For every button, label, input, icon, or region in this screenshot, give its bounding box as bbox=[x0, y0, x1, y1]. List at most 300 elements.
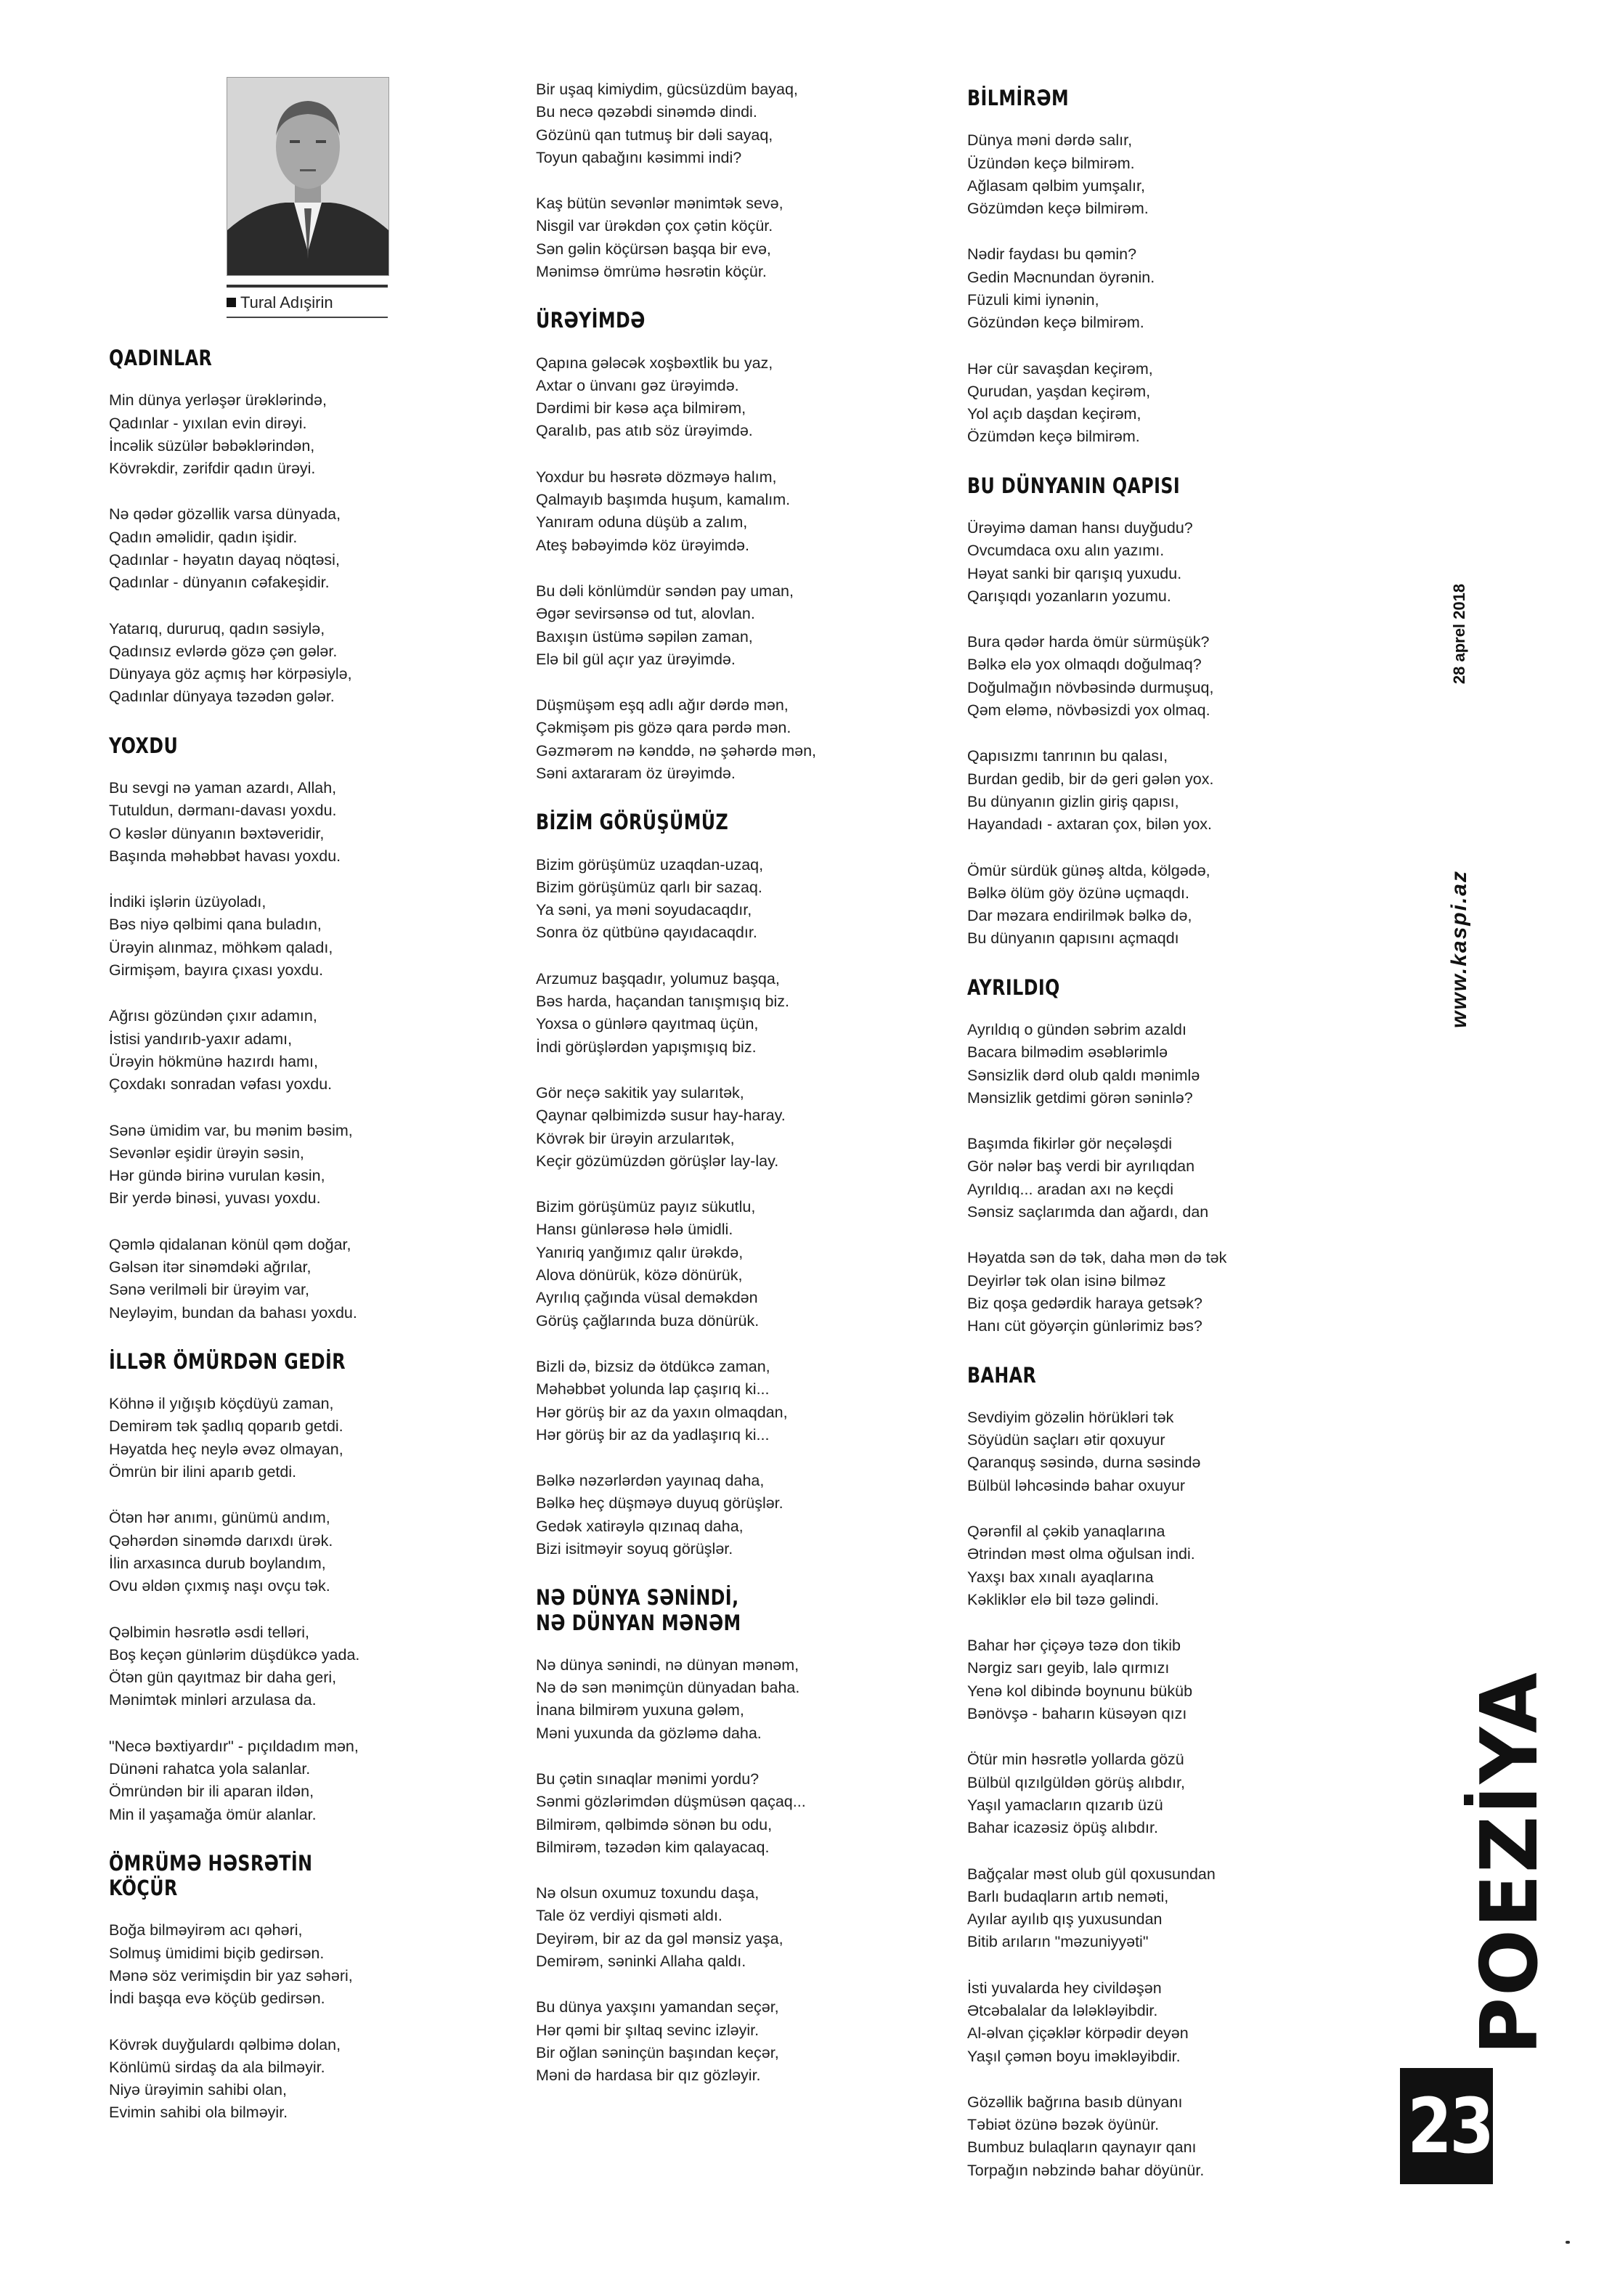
poem-stanza bbox=[109, 1735, 436, 1826]
poem-line: Hər gündə birinə vurulan kəsin, bbox=[109, 1167, 325, 1185]
poem-line: Bağçalar məst olub gül qoxusundan bbox=[967, 1865, 1216, 1883]
poem-line: Bu sevgi nə yaman azardı, Allah, bbox=[109, 779, 337, 797]
poem-line: Mənə söz verimişdin bir yaz səhəri, bbox=[109, 1966, 353, 1984]
poem-line: Sevənlər eşidir ürəyin səsin, bbox=[109, 1144, 304, 1162]
spacer bbox=[536, 1173, 899, 1196]
poem-stanza bbox=[536, 1470, 899, 1560]
poem-line: Ömründən bir ili aparan ildən, bbox=[109, 1783, 314, 1801]
poem-line: Alova dönürük, közə dönürük, bbox=[536, 1266, 743, 1285]
poem-line: Gedin Məcnundan öyrənin. bbox=[967, 268, 1155, 286]
poem-line: Gəzmərəm nə kənddə, nə şəhərdə mən, bbox=[536, 741, 817, 760]
poem-line: Bizi isitməyir soyuq görüşlər. bbox=[536, 1539, 733, 1558]
poem-line: Ötür min həsrətlə yollarda gözü bbox=[967, 1751, 1184, 1769]
poem-line: Qadınlar - həyatın dayaq nöqtəsi, bbox=[109, 551, 340, 569]
spacer bbox=[536, 443, 899, 466]
poem-stanza bbox=[109, 1919, 436, 2010]
poem-stanza bbox=[536, 1768, 899, 1859]
poem-line: Bizim görüşümüz payız sükutlu, bbox=[536, 1198, 756, 1216]
poem-line: Biz qoşa gedərdik haraya getsək? bbox=[967, 1294, 1202, 1312]
poem-line: Keçir gözümüzdən görüşlər lay-lay. bbox=[536, 1152, 779, 1170]
poem-line: Köhnə il yığışıb köçdüyü zaman, bbox=[109, 1395, 334, 1413]
poem-line: Arzumuz başqadır, yolumuz başqa, bbox=[536, 969, 780, 988]
spacer bbox=[109, 868, 436, 891]
poem-line: Məni də hardasa bir qız gözləyir. bbox=[536, 2067, 761, 2085]
poem-line: Hər cür savaşdan keçirəm, bbox=[967, 359, 1153, 378]
spacer bbox=[536, 1560, 899, 1585]
column-1 bbox=[109, 346, 436, 2125]
spacer bbox=[109, 2011, 436, 2034]
poem-line: Qəhərdən sinəmdə darıxdı ürək. bbox=[109, 1531, 333, 1550]
poem-line: Qaranquş səsində, durna səsində bbox=[967, 1454, 1201, 1472]
poem-line: Kövrəkdir, zərifdir qadın ürəyi. bbox=[109, 460, 316, 478]
poem-line: Ürəyimə daman hansı duyğudu? bbox=[967, 519, 1193, 537]
poem-line: Evimin sahibi ola bilməyir. bbox=[109, 2104, 288, 2122]
poem-line: Girmişəm, bayıra çıxası yoxdu. bbox=[109, 961, 324, 980]
poem-line: Nərgiz sarı geyib, lalə qırmızı bbox=[967, 1659, 1170, 1677]
spacer bbox=[109, 982, 436, 1005]
poem-line: Toyun qabağını kəsimmi indi? bbox=[536, 148, 742, 166]
poem-line: İlin arxasınca durub boylandım, bbox=[109, 1554, 326, 1572]
poem-stanza bbox=[536, 1082, 899, 1173]
poem-stanza bbox=[536, 1196, 899, 1332]
poem-line: Üzündən keçə bilmirəm. bbox=[967, 154, 1135, 172]
poem-line: Ürəyin alınmaz, möhkəm qaladı, bbox=[109, 938, 333, 956]
poem-line: Sənsizlik dərd olub qaldı mənimlə bbox=[967, 1066, 1200, 1084]
poem-stanza bbox=[109, 2034, 436, 2125]
poem-line: Qalmayıb başımda huşum, kamalım. bbox=[536, 491, 791, 509]
poem-stanza bbox=[536, 1356, 899, 1446]
spacer bbox=[109, 480, 436, 503]
poem-stanza bbox=[967, 1521, 1316, 1611]
poem-title: AYRILDIQ bbox=[967, 974, 1060, 1000]
poem-line: Burdan gedib, bir də geri gələn yox. bbox=[967, 770, 1214, 788]
poem-stanza bbox=[967, 1635, 1316, 1725]
poem-line: Bu dəli könlümdür səndən pay uman, bbox=[536, 582, 794, 600]
spacer bbox=[967, 608, 1316, 631]
poem-line: Dar məzara endirilmək bəlkə də, bbox=[967, 907, 1192, 925]
spacer bbox=[967, 449, 1316, 473]
poem-line: Qadınlar dünyaya təzədən gələr. bbox=[109, 688, 335, 706]
poem-line: Bəlkə elə yox olmaqdı doğulmaq? bbox=[967, 656, 1202, 674]
poem-line: Doğulmağın növbəsində durmuşuq, bbox=[967, 678, 1214, 696]
poem-line: Ömrün bir ilini aparıb getdi. bbox=[109, 1463, 297, 1481]
poem-line: Axtar o ünvanı gəz ürəyimdə. bbox=[536, 376, 739, 394]
poem-stanza bbox=[109, 503, 436, 594]
spacer bbox=[109, 1096, 436, 1120]
poem-line: Hər görüş bir az da yadlaşırıq ki... bbox=[536, 1425, 770, 1444]
poem-line: Kövrək bir ürəyin arzularıtək, bbox=[536, 1129, 735, 1147]
poem-line: Yoxdur bu həsrətə dözməyə halım, bbox=[536, 468, 777, 486]
poem-stanza bbox=[967, 2091, 1316, 2182]
spacer bbox=[536, 785, 899, 810]
poem-line: Sonra öz qütbünə qayıdacaqdır. bbox=[536, 924, 757, 942]
issue-date: 28 aprel 2018 bbox=[1450, 583, 1468, 685]
spacer bbox=[109, 1826, 436, 1851]
poem-line: Qəmlə qidalanan könül qəm doğar, bbox=[109, 1235, 351, 1253]
poem-stanza bbox=[109, 1621, 436, 1712]
poem-line: Sənsiz saçlarımda dan ağardı, dan bbox=[967, 1203, 1209, 1221]
poem-line: Demirəm tək şadlıq qoparıb getdi. bbox=[109, 1417, 343, 1436]
author-photo bbox=[227, 77, 389, 276]
author-caption bbox=[227, 293, 388, 318]
poem-line: Bu çətin sınaqlar mənimi yordu? bbox=[536, 1770, 760, 1788]
poem-line: Qapısızmı tanrının bu qalası, bbox=[967, 747, 1168, 765]
page-number-value: 23 bbox=[1407, 2082, 1492, 2170]
spacer bbox=[109, 1900, 436, 1919]
poem-line: Nə olsun oxumuz toxundu daşa, bbox=[536, 1884, 760, 1902]
poem-stanza bbox=[967, 631, 1316, 722]
poem-line: İnana bilmirəm yuxuna gələm, bbox=[536, 1701, 744, 1719]
poem-line: Gözəllik bağrına basıb dünyanı bbox=[967, 2093, 1183, 2111]
poem-stanza bbox=[536, 192, 899, 283]
poem-line: Həyatda heç neylə əvəz olmayan, bbox=[109, 1440, 343, 1458]
poem-line: Ağlasam qəlbim yumşalır, bbox=[967, 176, 1145, 195]
poem-line: Al-əlvan çiçəklər körpədir deyən bbox=[967, 2024, 1189, 2043]
poem-stanza bbox=[109, 891, 436, 982]
poem-line: Niyə ürəyimin sahibi olan, bbox=[109, 2081, 287, 2099]
spacer bbox=[109, 1712, 436, 1735]
poem-line: Bu dünyanın gizlin giriş qapısı, bbox=[967, 792, 1179, 810]
spacer bbox=[967, 1725, 1316, 1749]
poem-line: Min dünya yerləşər ürəklərində, bbox=[109, 391, 327, 410]
poem-stanza bbox=[109, 618, 436, 709]
spacer bbox=[967, 950, 1316, 975]
poem-line: Deyirlər tək olan isinə bilməz bbox=[967, 1271, 1166, 1290]
spacer bbox=[109, 1374, 436, 1393]
poem-line: Ayrılıq çağında vüsal deməkdən bbox=[536, 1289, 758, 1307]
poem-line: Ya səni, ya məni soyudacaqdır, bbox=[536, 901, 752, 919]
poem-title: BİLMİRƏM bbox=[967, 86, 1070, 110]
spacer bbox=[109, 595, 436, 618]
poem-line: Hər görüş bir az da yaxın olmaqdan, bbox=[536, 1403, 788, 1421]
poem-line: Sənə verilməli bir ürəyim var, bbox=[109, 1281, 310, 1299]
poem-title: İLLƏR ÖMÜRDƏN GEDİR bbox=[109, 1348, 346, 1374]
spacer bbox=[967, 1497, 1316, 1521]
poem-title: YOXDU bbox=[109, 733, 179, 758]
poem-line: Başında məhəbbət havası yoxdu. bbox=[109, 847, 341, 865]
poem-line: Boğa bilməyirəm acı qəhəri, bbox=[109, 1921, 303, 1939]
poem-line: Bülbül ləhcəsində bahar oxuyur bbox=[967, 1476, 1186, 1494]
poem-line: Bəlkə ölüm göy özünə uçmaqdı. bbox=[967, 884, 1189, 902]
column-3 bbox=[967, 86, 1316, 2182]
poem-line: Əgər sevirsənsə od tut, alovlan. bbox=[536, 605, 755, 623]
poem-stanza bbox=[109, 1120, 436, 1210]
poem-title: ÖMRÜMƏ HƏSRƏTİN KÖÇÜR bbox=[109, 1850, 313, 1901]
poem-stanza bbox=[536, 968, 899, 1059]
spacer bbox=[967, 110, 1316, 129]
spacer bbox=[967, 722, 1316, 745]
poem-line: Nədir faydası bu qəmin? bbox=[967, 245, 1137, 264]
poem-line: Ayrıldıq... aradan axı nə keçdi bbox=[967, 1180, 1174, 1198]
poem-line: Ovu əldən çıxmış naşı ovçu tək. bbox=[109, 1577, 330, 1595]
poem-title: BU DÜNYANIN QAPISI bbox=[967, 473, 1181, 498]
poem-line: Bahar icazəsiz öpüş alıbdır. bbox=[967, 1819, 1158, 1837]
poem-line: Qadınlar - yıxılan evin dirəyi. bbox=[109, 414, 307, 432]
poem-stanza bbox=[536, 694, 899, 785]
poem-line: "Necə bəxtiyardır" - pıçıldadım mən, bbox=[109, 1737, 359, 1755]
square-bullet-icon bbox=[227, 298, 236, 307]
poem-stanza bbox=[536, 78, 899, 169]
poem-line: Qaynar qəlbimizdə susur hay-haray. bbox=[536, 1107, 786, 1125]
poem-line: Ovcumdaca oxu alın yazımı. bbox=[967, 542, 1165, 560]
poem-line: Ətrindən məst olma oğulsan indi. bbox=[967, 1545, 1195, 1563]
spacer bbox=[536, 283, 899, 308]
poem-title: NƏ DÜNYA SƏNİNDİ, NƏ DÜNYAN MƏNƏM bbox=[536, 1585, 741, 1635]
poem-line: Bülbül qızılgüldən görüş alıbdır, bbox=[967, 1773, 1186, 1791]
poem-line: Özümdən keçə bilmirəm. bbox=[967, 428, 1140, 446]
poem-line: Söyüdün saçları ətir qoxuyur bbox=[967, 1431, 1165, 1449]
spacer bbox=[967, 1338, 1316, 1363]
poem-title: ÜRƏYİMDƏ bbox=[536, 308, 646, 333]
poem-line: Ateş bəbəyimdə köz ürəyimdə. bbox=[536, 536, 749, 554]
spacer bbox=[536, 333, 899, 352]
spacer bbox=[536, 1859, 899, 1882]
poem-stanza bbox=[967, 1406, 1316, 1497]
spacer bbox=[967, 1224, 1316, 1247]
poem-line: Mənimtək minləri arzulasa da. bbox=[109, 1691, 317, 1709]
poem-line: Bu dünyanın qapısını açmaqdı bbox=[967, 929, 1179, 948]
poem-line: Min il yaşamağa ömür alanlar. bbox=[109, 1805, 317, 1823]
poem-line: Gözünü qan tutmuş bir dəli sayaq, bbox=[536, 126, 773, 144]
poem-stanza bbox=[536, 1882, 899, 1973]
poem-line: Bir oğlan səninçün başından keçər, bbox=[536, 2043, 779, 2061]
poem-line: Düşmüşəm eşq adlı ağır dərdə mən, bbox=[536, 696, 789, 715]
poem-line: Elə bil gül açır yaz ürəyimdə. bbox=[536, 650, 736, 668]
poem-line: Bacara bilmədim əsəblərimlə bbox=[967, 1043, 1168, 1062]
poem-line: Yenə kol dibində boynunu büküb bbox=[967, 1682, 1193, 1700]
column-2 bbox=[536, 78, 899, 2087]
poem-stanza bbox=[109, 389, 436, 480]
poem-line: Sevdiyim gözəlin hörükləri tək bbox=[967, 1408, 1174, 1426]
poem-line: Qərənfil al çəkib yanaqlarına bbox=[967, 1522, 1165, 1540]
poem-stanza bbox=[536, 854, 899, 945]
poem-line: Yol açıb daşdan keçirəm, bbox=[967, 405, 1141, 423]
spacer bbox=[536, 835, 899, 854]
poem-title: BİZİM GÖRÜŞÜMÜZ bbox=[536, 810, 729, 835]
poem-line: İncəlik süzülər bəbəklərindən, bbox=[109, 436, 315, 455]
poem-line: Kəkliklər elə bil təzə gəlindi. bbox=[967, 1590, 1160, 1608]
poem-line: Qadınlar - dünyanın cəfakeşidir. bbox=[109, 574, 330, 592]
poem-line: Bu dünya yaxşını yamandan seçər, bbox=[536, 1998, 779, 2016]
spacer bbox=[967, 220, 1316, 243]
spacer bbox=[967, 498, 1316, 517]
poem-line: Yanıriq yanğımız qalır ürəkdə, bbox=[536, 1243, 744, 1261]
poem-line: Bir yerdə binəsi, yuvası yoxdu. bbox=[109, 1189, 321, 1208]
poem-stanza bbox=[536, 1996, 899, 2087]
spacer bbox=[967, 1000, 1316, 1019]
spacer bbox=[536, 1745, 899, 1768]
poem-stanza bbox=[109, 777, 436, 868]
poem-line: Bilmirəm, qəlbimdə sönən bu odu, bbox=[536, 1815, 773, 1833]
spacer bbox=[967, 1388, 1316, 1406]
poem-line: O kəslər dünyanın bəxtəveridir, bbox=[109, 824, 325, 842]
poem-line: Məhəbbət yolunda lap çaşırıq ki... bbox=[536, 1380, 770, 1399]
poem-stanza bbox=[967, 358, 1316, 449]
poem-line: Bura qədər harda ömür sürmüşük? bbox=[967, 633, 1210, 651]
poem-stanza bbox=[109, 1234, 436, 1324]
spacer bbox=[536, 169, 899, 192]
spacer bbox=[967, 335, 1316, 358]
poem-stanza bbox=[967, 1247, 1316, 1338]
poem-line: Demirəm, səninki Allaha qaldı. bbox=[536, 1952, 746, 1970]
poem-line: Ötən gün qayıtmaz bir daha geri, bbox=[109, 1669, 337, 1687]
poem-line: Görüş çağlarında buza dönürük. bbox=[536, 1311, 760, 1330]
spacer bbox=[536, 1635, 899, 1654]
poem-line: Nə dünya sənindi, nə dünyan mənəm, bbox=[536, 1656, 799, 1674]
spacer bbox=[536, 557, 899, 580]
poem-line: Qurudan, yaşdan keçirəm, bbox=[967, 382, 1151, 400]
poem-title: BAHAR bbox=[967, 1362, 1037, 1388]
poem-line: Sənə ümidim var, bu mənim bəsim, bbox=[109, 1121, 353, 1139]
poem-line: Ayılar ayılıb qış yuxusundan bbox=[967, 1910, 1163, 1929]
poem-line: Qəlbimin həsrətlə əsdi telləri, bbox=[109, 1623, 310, 1641]
website-url: www.kaspi.az bbox=[1447, 870, 1471, 1028]
poem-line: Bu necə qəzəbdi sinəmdə dindi. bbox=[536, 103, 757, 121]
poem-line: Ətcəbalalar da lələkləyibdir. bbox=[967, 2001, 1158, 2019]
poem-line: Ürəyin hökmünə hazırdı hamı, bbox=[109, 1052, 318, 1070]
poem-line: Hanı cüt göyərçin günlərimiz bəs? bbox=[967, 1317, 1202, 1335]
poem-stanza bbox=[536, 352, 899, 443]
poem-stanza bbox=[109, 1393, 436, 1483]
poem-line: Bahar hər çiçəyə təzə don tikib bbox=[967, 1637, 1181, 1655]
poem-line: Hər qəmi bir şıltaq sevinc izləyir. bbox=[536, 2021, 760, 2039]
poem-stanza bbox=[967, 1749, 1316, 1839]
spacer bbox=[967, 1954, 1316, 1977]
poem-line: Gör nələr baş verdi bir ayrılıqdan bbox=[967, 1157, 1195, 1176]
poem-line: İsti yuvalarda hey civildəşən bbox=[967, 1979, 1162, 1997]
poem-line: Gözündən keçə bilmirəm. bbox=[967, 314, 1144, 332]
poem-line: Ayrıldıq o gündən səbrim azaldı bbox=[967, 1020, 1186, 1038]
poem-stanza bbox=[967, 1863, 1316, 1954]
spacer bbox=[536, 1059, 899, 1082]
poem-line: İndi görüşlərdən yapışmışıq biz. bbox=[536, 1038, 757, 1056]
poem-stanza bbox=[967, 1019, 1316, 1110]
spacer bbox=[967, 1110, 1316, 1133]
poem-line: Bir uşaq kimiydim, gücsüzdüm bayaq, bbox=[536, 81, 798, 98]
poem-line: Gözümdən keçə bilmirəm. bbox=[967, 200, 1149, 218]
poem-line: Füzuli kimi iynənin, bbox=[967, 291, 1099, 309]
poem-line: Nisgil var ürəkdən çox çətin köçür. bbox=[536, 217, 773, 235]
spacer bbox=[109, 1483, 436, 1507]
poem-line: Gəlsən itər sinəmdəki ağrılar, bbox=[109, 1258, 312, 1277]
poem-line: Kövrək duyğulardı qəlbimə dolan, bbox=[109, 2035, 341, 2053]
poem-stanza bbox=[967, 860, 1316, 950]
poem-line: İndi başqa evə köçüb gedirsən. bbox=[109, 1990, 325, 2008]
section-title: POEZİYA bbox=[1465, 1671, 1555, 2055]
spacer bbox=[109, 709, 436, 733]
poem-line: Yaşıl çəmən boyu iməkləyibdir. bbox=[967, 2047, 1181, 2065]
page-number bbox=[1400, 2068, 1493, 2184]
spacer bbox=[967, 1840, 1316, 1863]
poem-stanza bbox=[109, 1005, 436, 1096]
poem-line: Bəs niyə qəlbimi qana buladın, bbox=[109, 916, 322, 934]
poem-line: Sən gəlin köçürsən başqa bir evə, bbox=[536, 240, 771, 258]
poem-title: QADINLAR bbox=[109, 346, 213, 370]
spacer bbox=[536, 945, 899, 968]
poem-line: Bitib arıların "məzuniyyəti" bbox=[967, 1933, 1149, 1951]
poem-line: Kaş bütün sevənlər mənimtək sevə, bbox=[536, 195, 783, 213]
poem-stanza bbox=[967, 243, 1316, 334]
poem-line: Tutuldun, dərmanı-davası yoxdu. bbox=[109, 802, 337, 820]
poem-line: Məni yuxunda da gözləmə daha. bbox=[536, 1724, 762, 1742]
poem-line: Bilmirəm, təzədən kim qalayacaq. bbox=[536, 1838, 770, 1856]
spacer bbox=[109, 758, 436, 777]
poem-stanza bbox=[536, 1654, 899, 1745]
poem-line: Başımda fikirlər gör neçələşdi bbox=[967, 1135, 1173, 1153]
poem-line: Qadınsız evlərdə gözə çən gələr. bbox=[109, 642, 338, 660]
spacer bbox=[109, 1324, 436, 1349]
poem-stanza bbox=[536, 466, 899, 557]
poem-line: Dünya məni dərdə salır, bbox=[967, 131, 1133, 150]
poem-line: Dünəni rahatca yola salanlar. bbox=[109, 1760, 311, 1778]
poem-line: Bəs harda, haçandan tanışmışıq biz. bbox=[536, 993, 789, 1011]
poem-line: Qarışıqdı yozanların yozumu. bbox=[967, 587, 1171, 605]
poem-line: Bizim görüşümüz qarlı bir sazaq. bbox=[536, 878, 762, 896]
poem-stanza bbox=[109, 1507, 436, 1597]
poem-line: Səni axtararam öz ürəyimdə. bbox=[536, 765, 736, 783]
poem-line: Bəlkə nəzərlərdən yayınaq daha, bbox=[536, 1472, 765, 1490]
poem-line: Ağrısı gözündən çıxır adamın, bbox=[109, 1007, 317, 1025]
poem-line: Hayandadı - axtaran çox, bilən yox. bbox=[967, 815, 1213, 834]
author-name: Tural Adışirin bbox=[240, 293, 333, 312]
poem-line: Ötən hər anımı, günümü andım, bbox=[109, 1509, 330, 1527]
poem-line: Bizli də, bizsiz də ötdükcə zaman, bbox=[536, 1357, 770, 1375]
poem-stanza bbox=[967, 129, 1316, 220]
poem-line: Bəlkə heç düşməyə duyuq görüşlər. bbox=[536, 1494, 783, 1513]
poem-stanza bbox=[967, 517, 1316, 608]
spacer bbox=[536, 1446, 899, 1470]
poem-stanza bbox=[967, 745, 1316, 836]
poem-line: Dünyaya göz açmış hər körpəsiylə, bbox=[109, 665, 352, 683]
poem-line: Nə də sən mənimçün dünyadan baha. bbox=[536, 1679, 800, 1697]
poem-line: Gedək xatirəylə qızınaq daha, bbox=[536, 1517, 744, 1535]
poem-line: Solmuş ümidimi biçib gedirsən. bbox=[109, 1944, 325, 1962]
poem-line: Çəkmişəm pis gözə qara pərdə mən. bbox=[536, 719, 791, 737]
poem-line: Baxışın üstümə səpilən zaman, bbox=[536, 627, 753, 646]
spacer bbox=[109, 1210, 436, 1234]
poem-line: Ömür sürdük günəş altda, kölgədə, bbox=[967, 861, 1210, 879]
poem-line: Könlümü sirdaş da ala bilməyir. bbox=[109, 2058, 325, 2076]
poem-line: Yaxşı bax xınalı ayaqlarına bbox=[967, 1568, 1154, 1586]
spacer bbox=[536, 671, 899, 694]
poem-line: Yanıram oduna düşüb a zalım, bbox=[536, 513, 748, 532]
poem-line: Bənövşə - baharın küsəyən qızı bbox=[967, 1705, 1187, 1723]
poem-line: Qapına gələcək xoşbəxtlik bu yaz, bbox=[536, 354, 773, 372]
poem-line: İstisi yandırıb-yaxır adamı, bbox=[109, 1030, 293, 1048]
spacer bbox=[536, 1973, 899, 1996]
spacer bbox=[967, 1611, 1316, 1635]
poem-line: Yaşıl yamacların qızarıb üzü bbox=[967, 1796, 1163, 1814]
spacer bbox=[109, 370, 436, 389]
poem-stanza bbox=[536, 580, 899, 671]
poem-line: Dərdimi bir kəsə aça bilmirəm, bbox=[536, 399, 746, 418]
spacer bbox=[967, 836, 1316, 860]
poem-line: İndiki işlərin üzüyoladı, bbox=[109, 893, 266, 911]
poem-line: Hansı günlərəsə hələ ümidli. bbox=[536, 1221, 733, 1239]
poem-line: Mənimsə ömrümə həsrətin köçür. bbox=[536, 263, 767, 281]
poem-line: Yoxsa o günlərə qayıtmaq üçün, bbox=[536, 1015, 759, 1033]
poem-line: Təbiət özünə bəzək öyünür. bbox=[967, 2116, 1160, 2134]
poem-line: Qəm eləmə, növbəsizdi yox olmaq. bbox=[967, 701, 1210, 720]
poem-line: Yatarıq, dururuq, qadın səsiylə, bbox=[109, 619, 325, 638]
print-speck bbox=[1566, 2241, 1570, 2244]
poem-line: Torpağın nəbzində bahar döyünür. bbox=[967, 2161, 1205, 2179]
poem-stanza bbox=[967, 1133, 1316, 1224]
poem-line: Nə qədər gözəllik varsa dünyada, bbox=[109, 505, 341, 524]
spacer bbox=[967, 2068, 1316, 2091]
poem-line: Boş keçən günlərim düşdükcə yada. bbox=[109, 1645, 360, 1664]
poem-line: Gör neçə sakitik yay sularıtək, bbox=[536, 1083, 744, 1102]
